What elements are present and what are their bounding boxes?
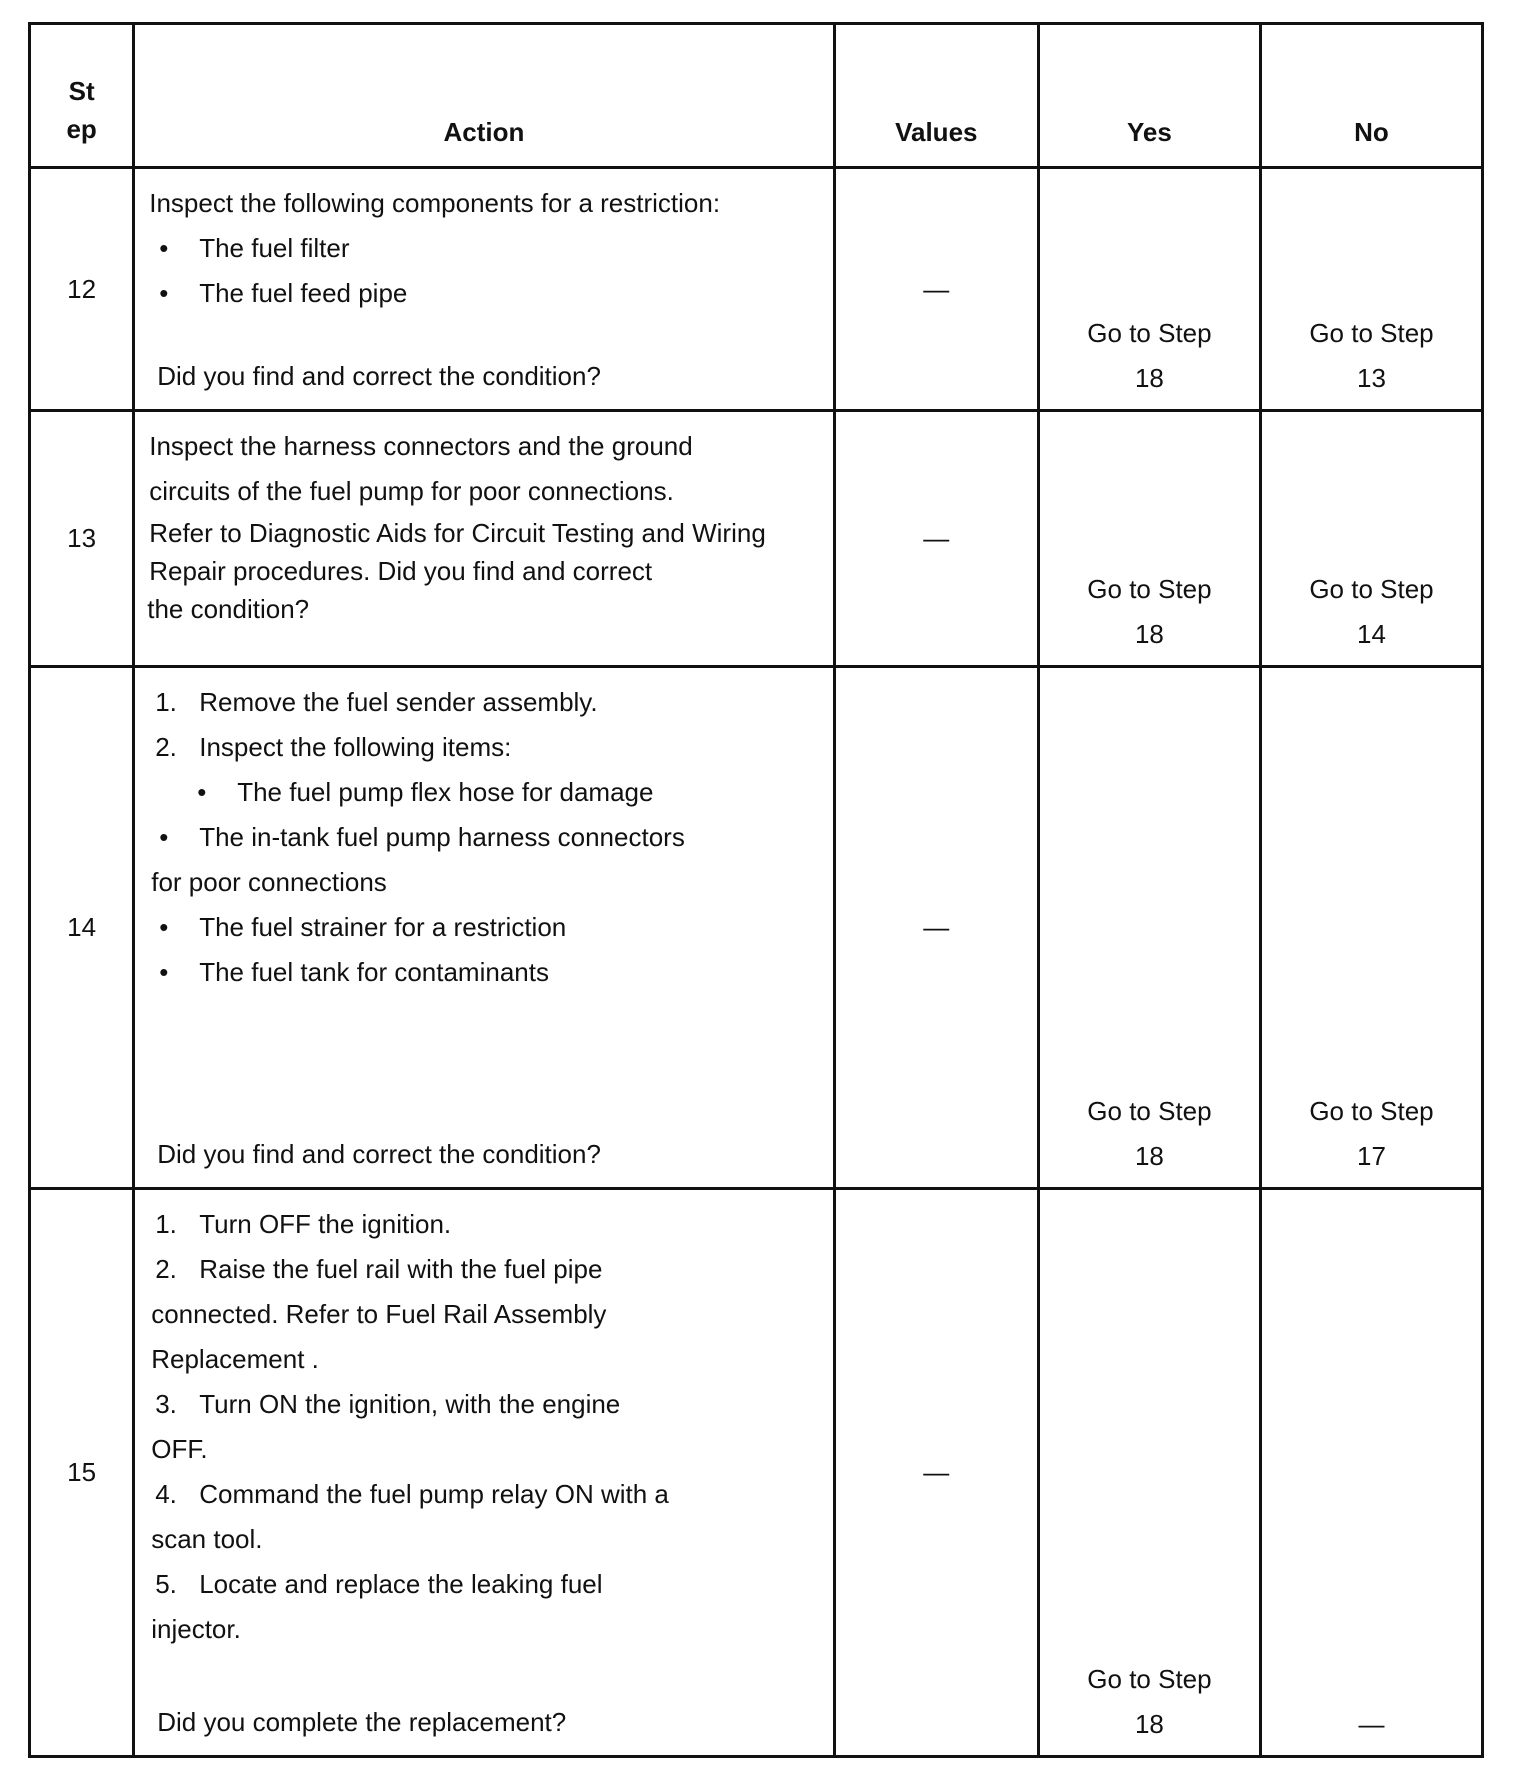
action-cell [134,667,834,1189]
list-item-text: The fuel strainer for a restriction [199,912,567,942]
no-goto-label: Go to Step [1309,574,1434,604]
action-line: circuits of the fuel pump for poor connections. [149,476,674,506]
action-line: Inspect the following components for a restriction: [149,188,721,218]
yes-cell [1038,1189,1260,1757]
list-item-text: Inspect the following items: [199,732,512,762]
step-number: 13 [30,411,134,667]
action-line: Refer to Diagnostic Aids for Circuit Testing and Wiring [149,518,766,548]
no-goto-step: 17 [1357,1141,1386,1171]
no-goto-step: 13 [1357,363,1386,393]
header-no: No [1260,24,1482,168]
list-item [149,1382,818,1427]
action-question: Did you find and correct the condition? [157,361,601,391]
action-line: OFF. [151,1434,208,1464]
list-number: 2. [155,732,177,762]
list-number: 1. [155,1209,177,1239]
no-goto-step: 14 [1357,619,1386,649]
diagnostic-table [28,22,1484,1758]
list-item-text: Raise the fuel rail with the fuel pipe [199,1254,603,1284]
value-cell: — [834,1189,1038,1757]
yes-goto-step: 18 [1134,363,1164,393]
list-item [149,680,818,725]
no-cell [1260,667,1482,1189]
no-cell [1260,1189,1482,1757]
action-line: for poor connections [151,867,387,897]
bullet-icon: • [159,912,169,942]
header-step-line1: St [68,76,95,106]
action-question: Did you complete the replacement? [157,1707,567,1737]
action-question: Did you find and correct the condition? [157,1139,601,1169]
table-row [30,667,1483,1189]
list-number: 3. [155,1389,177,1419]
yes-goto-label: Go to Step [1087,1664,1212,1694]
yes-cell [1038,411,1260,667]
yes-goto-label: Go to Step [1087,1096,1212,1126]
table-row [30,411,1483,667]
yes-goto-label: Go to Step [1087,574,1212,604]
list-item-text: The fuel tank for contaminants [199,957,549,987]
step-number: 15 [30,1189,134,1757]
value-cell: — [834,667,1038,1189]
list-item [149,1472,818,1517]
header-row [30,24,1483,168]
list-item-text: Turn OFF the ignition. [199,1209,452,1239]
bullet-icon: • [159,822,169,852]
action-cell [134,411,834,667]
bullet-icon: • [159,957,169,987]
list-item-text: Command the fuel pump relay ON with a [199,1479,669,1509]
list-item-text: The fuel feed pipe [199,278,408,308]
list-item-text: The in-tank fuel pump harness connectors [199,822,685,852]
list-number: 5. [155,1569,177,1599]
list-item-text: The fuel filter [199,233,350,263]
no-goto-label: Go to Step [1309,318,1434,348]
no-goto-label: Go to Step [1309,1096,1434,1126]
header-yes: Yes [1038,24,1260,168]
action-line: the condition? [147,594,310,624]
bullet-icon: • [159,278,169,308]
list-item [149,1562,818,1607]
list-item [149,226,818,271]
action-line: injector. [151,1614,241,1644]
action-line: Inspect the harness connectors and the ground [149,431,693,461]
list-number: 1. [155,687,177,717]
step-number: 14 [30,667,134,1189]
bullet-icon: • [159,233,169,263]
yes-cell [1038,667,1260,1189]
action-cell [134,1189,834,1757]
value-cell: — [834,168,1038,411]
table-row [30,168,1483,411]
header-step [30,24,134,168]
yes-cell [1038,168,1260,411]
list-number: 2. [155,1254,177,1284]
no-cell [1260,411,1482,667]
bullet-icon: • [197,777,207,807]
list-item-text: Turn ON the ignition, with the engine [199,1389,621,1419]
no-cell [1260,168,1482,411]
list-item [149,950,818,995]
list-item-text: Remove the fuel sender assembly. [199,687,598,717]
no-value-dash: — [1358,1709,1385,1739]
list-item [149,725,818,770]
list-number: 4. [155,1479,177,1509]
list-item-text: Locate and replace the leaking fuel [199,1569,603,1599]
yes-goto-label: Go to Step [1087,318,1212,348]
list-item [149,1247,818,1292]
list-item [149,271,818,316]
value-cell: — [834,411,1038,667]
action-line: Replacement . [151,1344,319,1374]
header-values: Values [834,24,1038,168]
step-number: 12 [30,168,134,411]
list-item [149,905,818,950]
header-action: Action [134,24,834,168]
list-item [149,1202,818,1247]
list-item [149,770,818,815]
table-row [30,1189,1483,1757]
list-item [149,815,818,860]
action-line: Repair procedures. Did you find and correct [149,556,653,586]
action-line: connected. Refer to Fuel Rail Assembly [151,1299,607,1329]
list-item-text: The fuel pump flex hose for damage [237,777,654,807]
action-cell [134,168,834,411]
yes-goto-step: 18 [1134,1709,1164,1739]
header-step-line2: ep [66,114,97,144]
action-line: scan tool. [151,1524,263,1554]
yes-goto-step: 18 [1134,1141,1164,1171]
yes-goto-step: 18 [1134,619,1164,649]
